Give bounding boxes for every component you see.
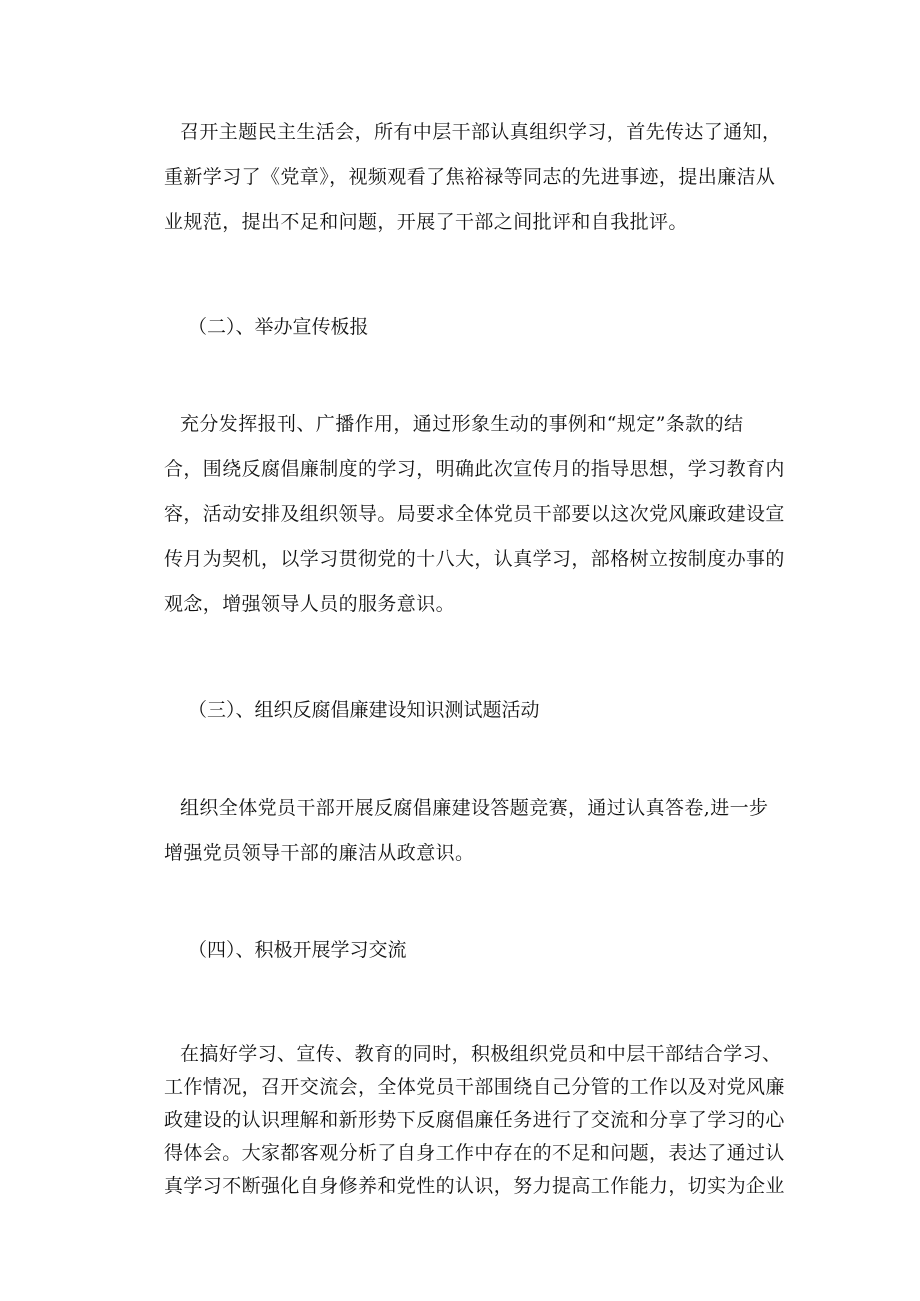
paragraph-line: 充分发挥报刊、广播作用，通过形象生动的事例和“规定”条款的结 bbox=[180, 413, 744, 435]
paragraph-line: 容，活动安排及组织领导。局要求全体党员干部要以这次党风廉政建设宣 bbox=[164, 503, 785, 525]
paragraph-line: 真学习不断强化自身修养和党性的认识，努力提高工作能力，切实为企业 bbox=[164, 1175, 785, 1197]
paragraph-meeting bbox=[164, 110, 804, 245]
section-heading-2: （二）、举办宣传板报 bbox=[188, 316, 369, 338]
section-heading-3: （三）、组织反腐倡廉建设知识测试题活动 bbox=[188, 699, 540, 721]
paragraph-line: 观念，增强领导人员的服务意识。 bbox=[164, 593, 456, 615]
paragraph-line: 业规范，提出不足和问题，开展了干部之间批评和自我批评。 bbox=[164, 211, 688, 233]
paragraph-line: 增强党员领导干部的廉洁从政意识。 bbox=[164, 842, 475, 864]
paragraph-line: 得体会。大家都客观分析了自身工作中存在的不足和问题，表达了通过认 bbox=[164, 1142, 785, 1164]
paragraph-publicity bbox=[164, 402, 804, 627]
paragraph-line: 传月为契机，以学习贯彻党的十八大，认真学习，部格树立按制度办事的 bbox=[164, 548, 785, 570]
paragraph-line: 在搞好学习、宣传、教育的同时，积极组织党员和中层干部结合学习、 bbox=[180, 1043, 782, 1065]
paragraph-line: 工作情况，召开交流会，全体党员干部围绕自己分管的工作以及对党风廉 bbox=[164, 1076, 785, 1098]
paragraph-quiz bbox=[164, 786, 804, 876]
paragraph-line: 组织全体党员干部开展反腐倡廉建设答题竞赛，通过认真答卷,进一步 bbox=[180, 797, 769, 819]
section-heading-4: （四）、积极开展学习交流 bbox=[188, 939, 407, 961]
paragraph-line: 合，围绕反腐倡廉制度的学习，明确此次宣传月的指导思想，学习教育内 bbox=[164, 458, 785, 480]
paragraph-line: 重新学习了《党章》，视频观看了焦裕禄等同志的先进事迹，提出廉洁从 bbox=[164, 166, 776, 188]
paragraph-line: 政建设的认识理解和新形势下反腐倡廉任务进行了交流和分享了学习的心 bbox=[164, 1109, 785, 1131]
paragraph-line: 召开主题民主生活会，所有中层干部认真组织学习，首先传达了通知， bbox=[180, 121, 782, 143]
paragraph-exchange bbox=[164, 1038, 804, 1203]
